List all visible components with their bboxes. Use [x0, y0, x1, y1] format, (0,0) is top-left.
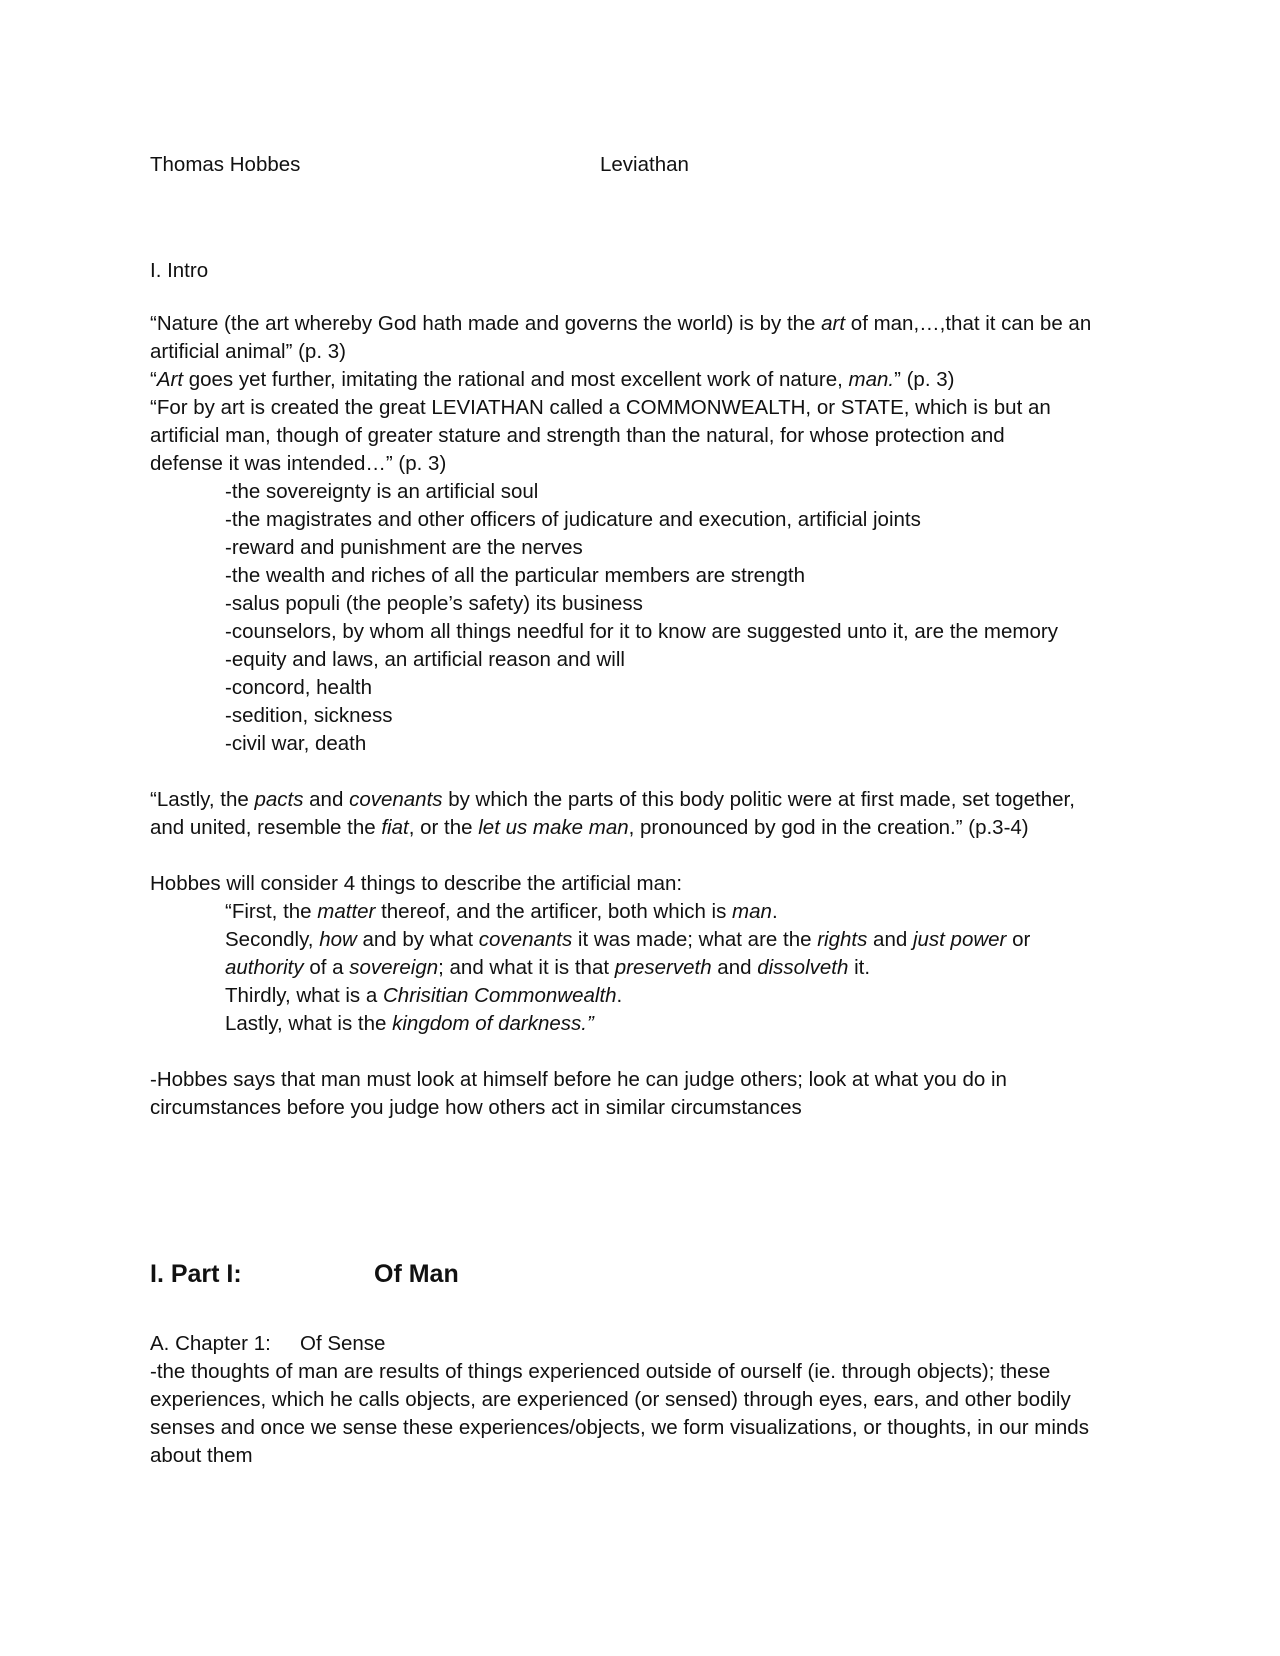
body-line: experiences, which he calls objects, are experienced (or sensed) through eyes, ears, and other bodily [150, 1388, 1071, 1411]
intro-heading: I. Intro [150, 259, 209, 282]
four-things-last: Lastly, what is the kingdom of darkness.” [225, 1012, 594, 1035]
list-item: -counselors, by whom all things needful for it to know are suggested unto it, are the memory [225, 620, 1058, 643]
list-item: -the wealth and riches of all the particular members are strength [225, 564, 805, 587]
body-line: senses and once we sense these experiences/objects, we form visualizations, or thoughts, in our minds [150, 1416, 1089, 1439]
list-item: -the sovereignty is an artificial soul [225, 480, 539, 503]
quote-line: “Nature (the art whereby God hath made and governs the world) is by the art of man,…,that it can be an [150, 312, 1092, 335]
four-things-first: “First, the matter thereof, and the artificer, both which is man. [225, 900, 778, 923]
quote-line: “Lastly, the pacts and covenants by which the parts of this body politic were at first made, set together, [150, 788, 1075, 811]
work-title: Leviathan [600, 153, 689, 176]
list-item: -concord, health [225, 676, 373, 699]
author-name: Thomas Hobbes [150, 153, 301, 176]
quote-line: defense it was intended…” (p. 3) [150, 452, 447, 475]
list-item: -salus populi (the people’s safety) its business [225, 592, 643, 615]
quote-line: and united, resemble the fiat, or the let us make man, pronounced by god in the creation.” (p.3-4) [150, 816, 1029, 839]
part-label: I. Part I: [150, 1260, 242, 1288]
chapter-title: Of Sense [300, 1332, 386, 1355]
quote-line: “For by art is created the great LEVIATHAN called a COMMONWEALTH, or STATE, which is but an [150, 396, 1051, 419]
list-item: -sedition, sickness [225, 704, 393, 727]
body-line: -the thoughts of man are results of things experienced outside of ourself (ie. through objects); these [150, 1360, 1051, 1383]
quote-line: artificial animal” (p. 3) [150, 340, 346, 363]
chapter-label: A. Chapter 1: [150, 1332, 271, 1355]
quote-line: artificial man, though of greater stature and strength than the natural, for whose protection and [150, 424, 1005, 447]
list-item: -civil war, death [225, 732, 367, 755]
body-line: about them [150, 1444, 253, 1467]
four-things-third: Thirdly, what is a Chrisitian Commonwealth. [225, 984, 623, 1007]
four-things-second-cont: authority of a sovereign; and what it is that preserveth and dissolveth it. [225, 956, 871, 979]
four-things-second: Secondly, how and by what covenants it was made; what are the rights and just power or [225, 928, 1031, 951]
part-title: Of Man [374, 1260, 459, 1288]
list-item: -reward and punishment are the nerves [225, 536, 583, 559]
note-line: circumstances before you judge how others act in similar circumstances [150, 1096, 802, 1119]
list-item: -equity and laws, an artificial reason and will [225, 648, 625, 671]
four-things-intro: Hobbes will consider 4 things to describe the artificial man: [150, 872, 683, 895]
note-line: -Hobbes says that man must look at himself before he can judge others; look at what you do in [150, 1068, 1007, 1091]
quote-line: “Art goes yet further, imitating the rational and most excellent work of nature, man.” (p. 3) [150, 368, 955, 391]
list-item: -the magistrates and other officers of judicature and execution, artificial joints [225, 508, 921, 531]
